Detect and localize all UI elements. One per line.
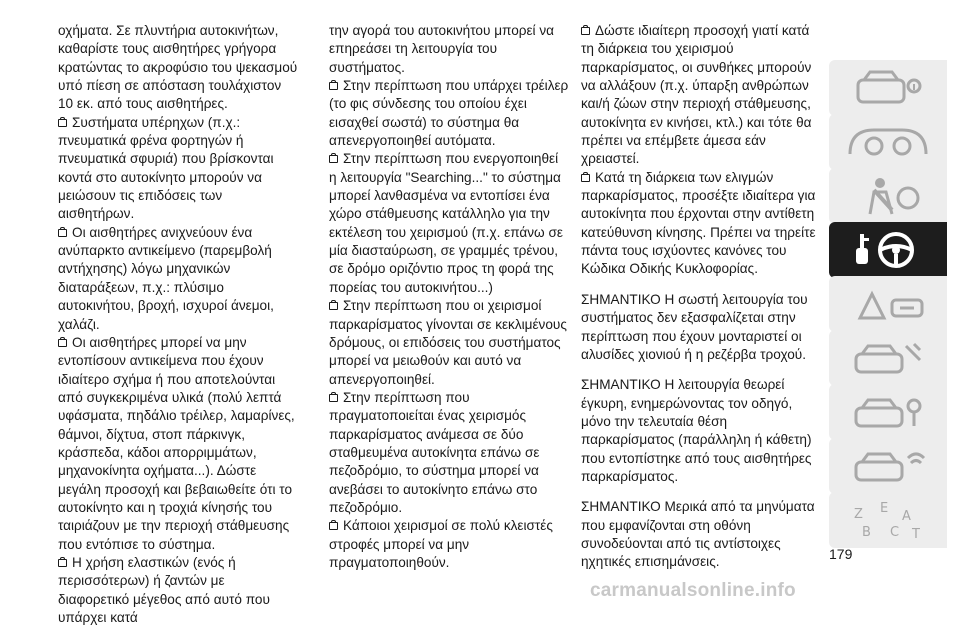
bullet-box-icon — [58, 229, 67, 237]
seatbelt-icon — [840, 174, 936, 218]
svg-text:E: E — [880, 501, 889, 516]
chapter-tab-strip — [829, 60, 947, 560]
paragraph-text: Στην περίπτωση που ενεργοποιηθεί η λειτουργία "Searching..." το σύστημα μπορεί λανθασμένα να εντοπίσει ένα χώρο στάθμευσης κατάλληλο για την εκτέλεση του χειρισμού (π.χ. επάνω σε μία διασταύρωση, σε γραμμές τρένου, σε δρόμο οριζόντιο προς τη φορά της πορείας του αυτοκινήτου...) — [329, 151, 563, 295]
chapter-tab[interactable] — [829, 222, 947, 278]
paragraph-text: Οι αισθητήρες μπορεί να μην εντοπίσουν αντικείμενα που έχουν ιδιαίτερο σχήμα ή που αποτελούνται από συγκεκριμένα υλικά (πολύ λεπτά υφάσματα, πηδάλιο τρέιλερ, λαμαρίνες, θάμνοι, δίχτυα, στοπ πάρκινγκ, κράσπεδα, κάδοι απορριμμάτων, μηχανοκίνητα οχήματα...). Δώστε μεγάλη προσοχή και βεβαιωθείτε ότι το αυτοκίνητο και η τροχιά κίνησής του ταιριάζουν με την περιοχή στάθμευσης που εντόπισε το σύστημα. — [58, 334, 295, 552]
car-front-info-icon — [840, 66, 936, 110]
bullet-box-icon — [329, 82, 338, 90]
alphabet-index-icon — [840, 498, 936, 542]
paragraph-text: Στην περίπτωση που οι χειρισμοί παρκαρίσματος γίνονται σε κεκλιμένους δρόμους, οι επιδόσεις του συστήματος μπορεί να μειωθούν και αυτό να απενεργοποιηθεί. — [329, 298, 567, 387]
bullet-paragraph — [581, 22, 821, 169]
chapter-tab[interactable] — [829, 60, 947, 116]
paragraph-text: Στην περίπτωση που πραγματοποιείται ένας χειρισμός παρκαρίσματος ανάμεσα σε δύο σταθμευμένα αυτοκίνητα επάνω σε πεζοδρόμιο, το σύστημα μπορεί να ανεβάσει το αυτοκίνητο επάνω στο πεζοδρόμιο. — [329, 389, 540, 515]
paragraph — [581, 376, 821, 486]
chapter-tab[interactable] — [829, 438, 947, 494]
svg-text:A: A — [902, 509, 911, 524]
bullet-paragraph — [581, 169, 821, 279]
paragraph-text: ΣΗΜΑΝΤΙΚΟ Μερικά από τα μηνύματα που εμφανίζονται στη οθόνη συνοδεύονται από τις αντίστοιχες ηχητικές επισημάνσεις. — [581, 499, 815, 570]
svg-text:T: T — [912, 527, 920, 542]
bullet-paragraph — [329, 517, 569, 572]
bullet-paragraph — [58, 224, 298, 334]
bullet-box-icon — [329, 394, 338, 402]
bullet-paragraph — [58, 554, 298, 627]
paragraph — [329, 22, 569, 77]
car-wrench-icon — [840, 390, 936, 434]
paragraph-text: οχήματα. Σε πλυντήρια αυτοκινήτων, καθαρίστε τους αισθητήρες γρήγορα κρατώντας το ακροφύσιο του ψεκασμού υπό πίεση σε απόσταση τουλάχιστον 10 εκ. από τους αισθητήρες. — [58, 23, 298, 112]
bullet-box-icon — [581, 27, 590, 35]
bullet-paragraph — [58, 334, 298, 554]
chapter-tab[interactable] — [829, 168, 947, 224]
paragraph — [58, 22, 298, 114]
paragraph-text: Στην περίπτωση που υπάρχει τρέιλερ (το φις σύνδεσης του οποίου έχει εισαχθεί σωστά) το σύστημα θα απενεργοποιηθεί αυτόματα. — [329, 78, 569, 149]
warning-triangle-icon — [840, 282, 936, 326]
paragraph — [581, 498, 821, 571]
svg-text:B: B — [862, 525, 871, 540]
chapter-tab[interactable] — [829, 276, 947, 332]
car-dashboard-icon — [840, 120, 936, 164]
paragraph-text: Οι αισθητήρες ανιχνεύουν ένα ανύπαρκτο αντικείμενο (παρεμβολή αντήχησης) λόγω μηχανικών διαταράξεων, π.χ.: πλύσιμο αυτοκινήτου, βροχή, ισχυροί άνεμοι, χαλάζι. — [58, 224, 274, 332]
svg-text:Z: Z — [854, 507, 863, 522]
bullet-box-icon — [58, 559, 67, 567]
bullet-box-icon — [58, 119, 67, 127]
bullet-paragraph — [58, 114, 298, 224]
bullet-paragraph — [329, 150, 569, 297]
paragraph-text: ΣΗΜΑΝΤΙΚΟ Η σωστή λειτουργία του συστήματος δεν εξασφαλίζεται στην περίπτωση που έχουν μονταριστεί οι αλυσίδες χιονιού ή η ρεζέρβα τροχού. — [581, 291, 808, 362]
bullet-box-icon — [329, 302, 338, 310]
bullet-box-icon — [329, 155, 338, 163]
svg-text:C: C — [890, 525, 900, 540]
paragraph-text: Κατά τη διάρκεια των ελιγμών παρκαρίσματος, προσέξτε ιδιαίτερα για αυτοκίνητα που έρχονται στην αντίθετη κατεύθυνση κίνησης. Πρέπει να τηρείτε πάντα τους ισχύοντες κανόνες του Κώδικα Οδικής Κυκλοφορίας. — [581, 169, 816, 277]
car-service-icon — [840, 336, 936, 380]
chapter-tab[interactable] — [829, 384, 947, 440]
page-number: 179 — [829, 546, 853, 562]
bullet-box-icon — [58, 339, 67, 347]
paragraph — [581, 291, 821, 364]
chapter-tab[interactable] — [829, 114, 947, 170]
paragraph-text: Συστήματα υπέρηχων (π.χ.: πνευματικά φρένα φορτηγών ή πνευματικά σφυριά) που βρίσκονται κοντά στο αυτοκίνητο μπορούν να μειώσουν τις επιδόσεις των αισθητήρων. — [58, 114, 274, 222]
text-column-3 — [581, 22, 821, 572]
bullet-box-icon — [329, 522, 338, 530]
bullet-paragraph — [329, 77, 569, 150]
key-steering-wheel-icon — [840, 228, 936, 272]
paragraph-text: Κάποιοι χειρισμοί σε πολύ κλειστές στροφές μπορεί να μην πραγματοποιηθούν. — [329, 518, 553, 570]
paragraph-text: Δώστε ιδιαίτερη προσοχή γιατί κατά τη διάρκεια του χειρισμού παρκαρίσματος, οι συνθήκες μπορούν να αλλάξουν (π.χ. ύπαρξη ανθρώπων και/ή ζώων στην περιοχή στάθμευσης, αυτοκίνητα εν κινήσει, κτλ.) και τότε θα πρέπει να επέμβετε άμεσα εάν χρειαστεί. — [581, 23, 812, 167]
paragraph-text: Η χρήση ελαστικών (ενός ή περισσότερων) ή ζαντών με διαφορετικό μέγεθος από αυτό που υπάρχει κατά — [58, 554, 270, 625]
car-tech-icon — [840, 444, 936, 488]
bullet-paragraph — [329, 389, 569, 517]
text-column-1 — [58, 22, 298, 627]
text-column-2 — [329, 22, 569, 572]
bullet-box-icon — [581, 174, 590, 182]
chapter-tab[interactable] — [829, 330, 947, 386]
chapter-tab[interactable] — [829, 492, 947, 548]
paragraph-text: την αγορά του αυτοκινήτου μπορεί να επηρεάσει τη λειτουργία του συστήματος. — [329, 23, 555, 75]
bullet-paragraph — [329, 297, 569, 389]
watermark: carmanualsonline.info — [590, 580, 796, 601]
paragraph-text: ΣΗΜΑΝΤΙΚΟ Η λειτουργία θεωρεί έγκυρη, ενημερώνοντας τον οδηγό, μόνο την τελευταία θέση παρκαρίσματος (παράλληλη ή κάθετη) που εντοπίστηκε από τους αισθητήρες παρκαρίσματος. — [581, 377, 812, 484]
